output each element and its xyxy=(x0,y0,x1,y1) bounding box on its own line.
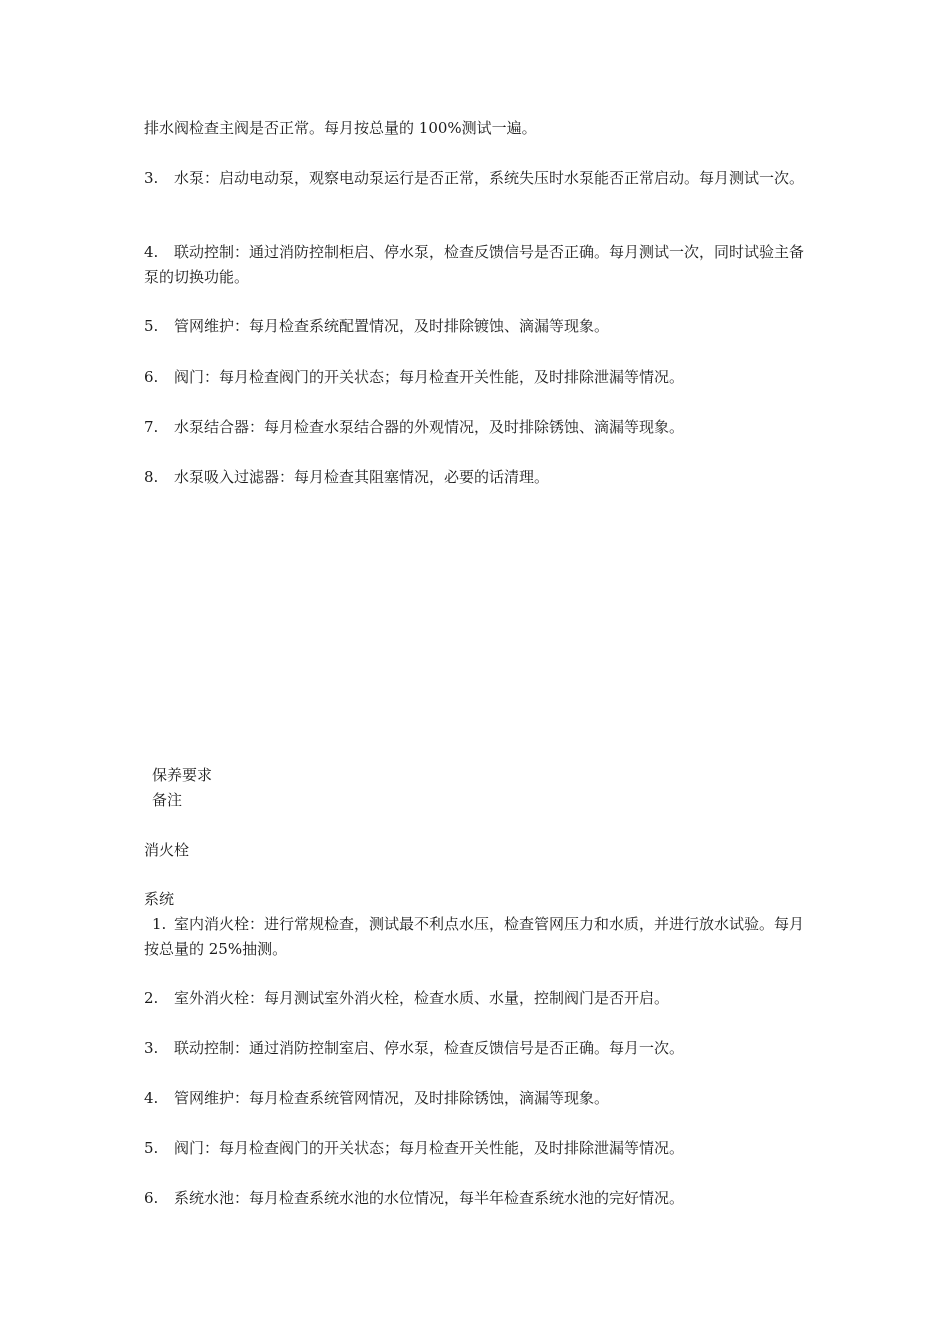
list-number: 7. xyxy=(144,418,159,436)
list-text: 管网维护：每月检查系统配置情况，及时排除镀蚀、滴漏等现象。 xyxy=(174,317,610,335)
list-number: 8. xyxy=(144,468,159,486)
list-number: 6. xyxy=(144,368,159,386)
list-text: 水泵结合器：每月检查水泵结合器的外观情况，及时排除锈蚀、滴漏等现象。 xyxy=(174,418,685,436)
list-item xyxy=(144,365,814,390)
list-number: 4. xyxy=(144,1089,159,1107)
list-item xyxy=(144,986,814,1011)
list-item xyxy=(144,166,814,191)
list-number: 1. xyxy=(152,915,167,933)
list-text: 系统水池：每月检查系统水池的水位情况，每半年检查系统水池的完好情况。 xyxy=(174,1189,685,1207)
list-item xyxy=(144,465,814,490)
system-label-system: 系统 xyxy=(144,890,175,908)
paragraph-intro: 排水阀检查主阀是否正常。每月按总量的 100%测试一遍。 xyxy=(144,119,537,137)
list-number: 5. xyxy=(144,317,159,335)
list-text: 水泵吸入过滤器：每月检查其阻塞情况，必要的话清理。 xyxy=(174,468,550,486)
list-item xyxy=(144,415,814,440)
list-text: 联动控制：通过消防控制柜启、停水泵，检查反馈信号是否正确。每月测试一次，同时试验主备泵的切换功能。 xyxy=(144,243,805,286)
list-text: 阀门：每月检查阀门的开关状态；每月检查开关性能，及时排除泄漏等情况。 xyxy=(174,368,685,386)
list-text: 室内消火栓：进行常规检查，测试最不利点水压，检查管网压力和水质，并进行放水试验。每月按总量的 25%抽测。 xyxy=(144,915,805,958)
list-item xyxy=(144,912,814,962)
list-item xyxy=(144,1036,814,1061)
list-item xyxy=(144,314,814,339)
list-number: 6. xyxy=(144,1189,159,1207)
list-number: 2. xyxy=(144,989,159,1007)
table-header-maintenance: 保养要求 xyxy=(152,766,213,784)
list-number: 3. xyxy=(144,169,159,187)
list-item xyxy=(144,1136,814,1161)
list-item xyxy=(144,240,814,290)
list-text: 室外消火栓：每月测试室外消火栓，检查水质、水量，控制阀门是否开启。 xyxy=(174,989,670,1007)
list-number: 3. xyxy=(144,1039,159,1057)
list-text: 阀门：每月检查阀门的开关状态；每月检查开关性能，及时排除泄漏等情况。 xyxy=(174,1139,685,1157)
system-label-hydrant: 消火栓 xyxy=(144,841,190,859)
list-item xyxy=(144,1186,814,1211)
list-item xyxy=(144,1086,814,1111)
list-text: 水泵：启动电动泵，观察电动泵运行是否正常，系统失压时水泵能否正常启动。每月测试一次。 xyxy=(174,169,805,187)
list-text: 管网维护：每月检查系统管网情况，及时排除锈蚀，滴漏等现象。 xyxy=(174,1089,610,1107)
list-text: 联动控制：通过消防控制室启、停水泵，检查反馈信号是否正确。每月一次。 xyxy=(174,1039,685,1057)
list-number: 4. xyxy=(144,243,159,261)
list-number: 5. xyxy=(144,1139,159,1157)
table-header-remarks: 备注 xyxy=(152,791,183,809)
